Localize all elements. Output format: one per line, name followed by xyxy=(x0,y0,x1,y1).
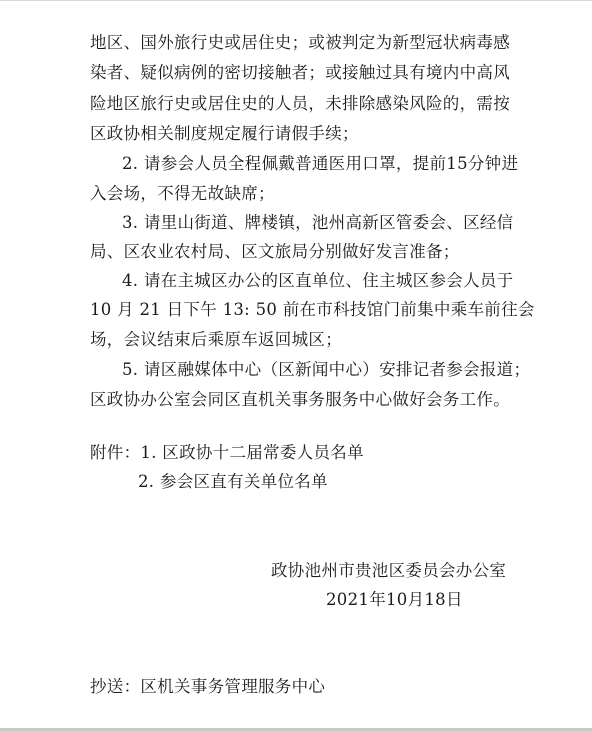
body-line-6: 入会场，不得无故缺席； xyxy=(90,184,275,203)
signature-date: 2021年10月18日 xyxy=(326,590,463,609)
body-line-4: 区政协相关制度规定履行请假手续； xyxy=(90,124,359,143)
body-line-12: 5. 请区融媒体中心（区新闻中心）安排记者参会报道； xyxy=(122,360,531,379)
attachment-line-2: 2. 参会区直有关单位名单 xyxy=(138,472,328,491)
body-line-10: 10 月 21 日下午 13: 50 前在市科技馆门前集中乘车前往会 xyxy=(90,300,535,319)
signature-org: 政协池州市贵池区委员会办公室 xyxy=(271,561,507,580)
page-top-border xyxy=(0,0,592,1)
body-line-2: 染者、疑似病例的密切接触者；或接触过具有境内中高风 xyxy=(90,63,510,82)
body-line-8: 局、区农业农村局、区文旅局分别做好发言准备； xyxy=(90,242,460,261)
cc-line: 抄送：区机关事务管理服务中心 xyxy=(90,677,326,696)
body-line-11: 场，会议结束后乘原车返回城区； xyxy=(90,330,342,349)
body-line-1: 地区、国外旅行史或居住史；或被判定为新型冠状病毒感 xyxy=(90,33,510,52)
body-line-13: 区政协办公室会同区直机关事务服务中心做好会务工作。 xyxy=(90,390,510,409)
body-line-9: 4. 请在主城区办公的区直单位、住主城区参会人员于 xyxy=(122,271,514,290)
attachment-line-1: 附件：1. 区政协十二届常委人员名单 xyxy=(90,443,364,462)
body-line-5: 2. 请参会人员全程佩戴普通医用口罩，提前15分钟进 xyxy=(122,154,519,173)
body-line-3: 险地区旅行史或居住史的人员，未排除感染风险的，需按 xyxy=(90,94,510,113)
body-line-7: 3. 请里山街道、牌楼镇，池州高新区管委会、区经信 xyxy=(122,213,514,232)
